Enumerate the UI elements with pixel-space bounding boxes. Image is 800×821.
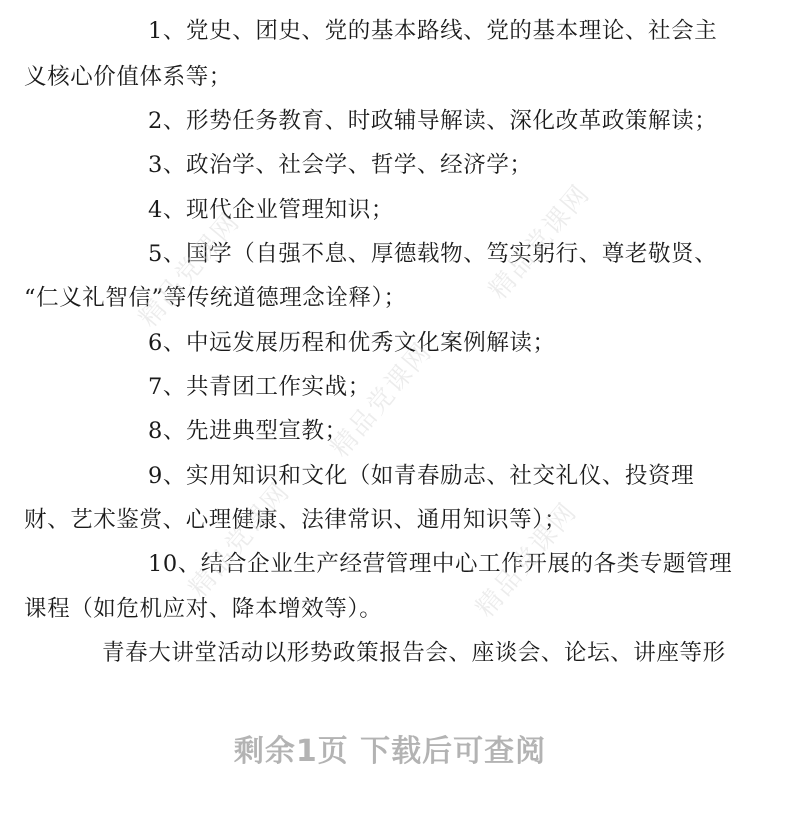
watermark-text: 精品党课网	[133, 206, 247, 334]
list-item-10-line-1: 10、结合企业生产经营管理中心工作开展的各类专题管理	[148, 551, 733, 577]
list-item-5-line-1: 5、国学（自强不息、厚德载物、笃实躬行、尊老敬贤、	[148, 241, 718, 267]
watermark-text: 精品党课网	[483, 178, 597, 306]
list-item-5-line-2: “仁义礼智信”等传统道德理念诠释）；	[24, 285, 407, 311]
list-item-9-line-1: 9、实用知识和文化（如青春励志、社交礼仪、投资理	[148, 463, 695, 489]
list-item-7: 7、共青团工作实战；	[148, 374, 371, 400]
list-item-10-line-2: 课程（如危机应对、降本增效等）。	[24, 596, 383, 622]
list-item-8: 8、先进典型宣教；	[148, 418, 348, 444]
paragraph-line: 青春大讲堂活动以形势政策报告会、座谈会、论坛、讲座等形	[102, 640, 726, 666]
list-item-1-line-1: 1、党史、团史、党的基本路线、党的基本理论、社会主	[148, 18, 718, 44]
list-item-4: 4、现代企业管理知识；	[148, 197, 394, 223]
remaining-pages-notice[interactable]: 剩余1页 下载后可查阅	[233, 734, 547, 769]
watermark-text: 精品党课网	[325, 336, 439, 464]
watermark-text: 精品党课网	[470, 496, 584, 624]
watermark-text: 精品党课网	[183, 476, 297, 604]
list-item-9-line-2: 财、艺术鉴赏、心理健康、法律常识、通用知识等）；	[24, 507, 568, 533]
list-item-3: 3、政治学、社会学、哲学、经济学；	[148, 152, 533, 178]
list-item-6: 6、中远发展历程和优秀文化案例解读；	[148, 330, 556, 356]
list-item-1-line-2: 义核心价值体系等；	[24, 64, 232, 90]
list-item-2: 2、形势任务教育、时政辅导解读、深化改革政策解读；	[148, 108, 718, 134]
